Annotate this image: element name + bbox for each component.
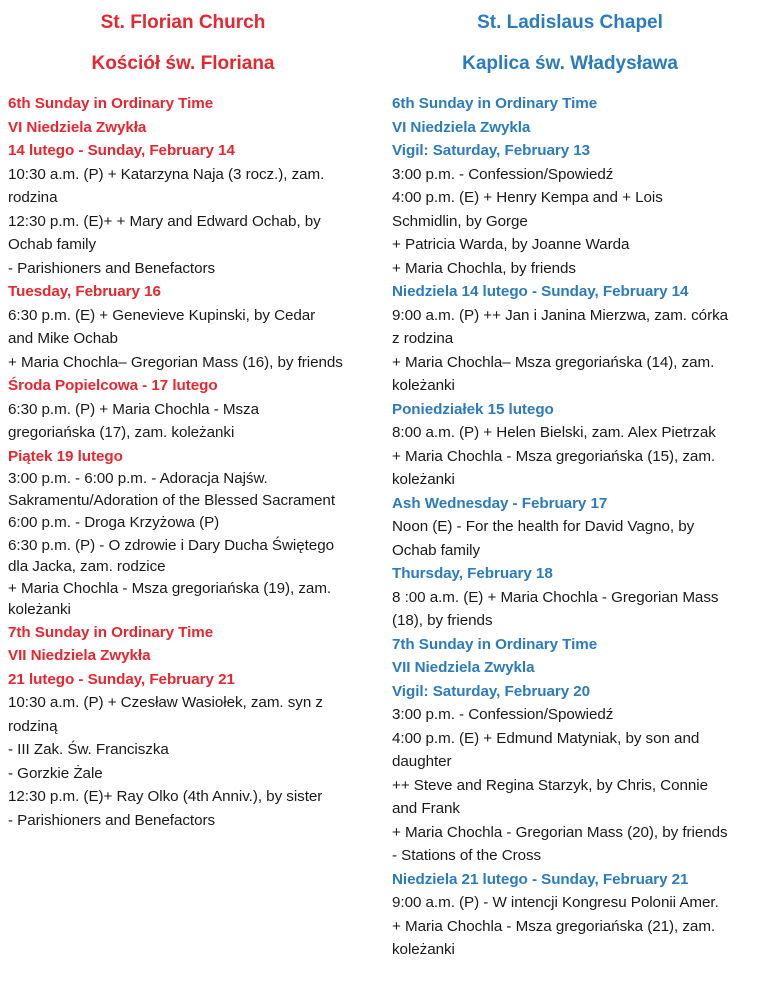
schedule-entry-line: 6:30 p.m. (P) + Maria Chochla - Msza — [8, 400, 259, 418]
st-ladislaus-column — [392, 0, 764, 962]
schedule-entry-line: + Patricia Warda, by Joanne Warda — [392, 236, 630, 253]
schedule-heading: 21 lutego - Sunday, February 21 — [8, 670, 235, 688]
schedule-entry-line: 3:00 p.m. - Confession/Spowiedź — [392, 165, 614, 183]
schedule-entry-line: and Frank — [392, 800, 460, 817]
schedule-entry-line: ++ Steve and Regina Starzyk, by Chris, Connie — [392, 776, 709, 794]
schedule-entry-line: z rodzina — [392, 330, 454, 347]
schedule-heading: Tuesday, February 16 — [8, 283, 161, 300]
schedule-heading: 7th Sunday in Ordinary Time — [8, 623, 214, 641]
schedule-entry-line: daughter — [392, 753, 452, 770]
st-florian-column — [8, 0, 380, 832]
schedule-entry-line: rodzina — [8, 189, 58, 206]
schedule-entry-line: 10:30 a.m. (P) + Czesław Wasiołek, zam. syn z — [8, 694, 323, 711]
schedule-entry-line: + Maria Chochla - Msza gregoriańska (15), zam. — [392, 447, 716, 465]
schedule-heading: Niedziela 14 lutego - Sunday, February 14 — [392, 283, 689, 300]
schedule-entry-line: rodziną — [8, 717, 58, 735]
schedule-heading: Thursday, February 18 — [392, 565, 553, 582]
column-title-english: St. Ladislaus Chapel — [477, 12, 663, 33]
schedule-entry-line: + Maria Chochla - Gregorian Mass (20), by friends — [392, 823, 728, 841]
mass-schedule-list — [8, 92, 380, 832]
schedule-entry-line: (18), by friends — [392, 612, 493, 629]
schedule-entry-line: koleżanki — [392, 471, 455, 488]
schedule-entry-line: 3:00 p.m. - Confession/Spowiedź — [392, 706, 614, 723]
column-title-polish: Kościół św. Floriana — [91, 53, 275, 74]
schedule-entry-line: koleżanki — [392, 941, 455, 958]
schedule-heading: Piątek 19 lutego — [8, 447, 123, 465]
schedule-entry-line: 8:00 a.m. (P) + Helen Bielski, zam. Alex Pietrzak — [392, 424, 716, 441]
mass-schedule-list — [392, 92, 764, 962]
schedule-entry-line: dla Jacka, zam. rodzice — [8, 558, 166, 575]
schedule-entry-line: 9:00 a.m. (P) - W intencji Kongresu Polonii Amer. — [392, 894, 719, 911]
schedule-heading: 6th Sunday in Ordinary Time — [8, 95, 214, 112]
schedule-entry-line: - Parishioners and Benefactors — [8, 811, 216, 829]
schedule-entry-line: - III Zak. Św. Franciszka — [8, 741, 169, 758]
schedule-heading: 14 lutego - Sunday, February 14 — [8, 142, 235, 159]
schedule-entry-line: Sakramentu/Adoration of the Blessed Sacrament — [8, 491, 335, 509]
schedule-entry-line: Ochab family — [392, 541, 481, 559]
schedule-entry-line: gregoriańska (17), zam. koleżanki — [8, 424, 235, 441]
schedule-entry-line: 4:00 p.m. (E) + Henry Kempa and + Lois — [392, 189, 663, 206]
schedule-heading: Vigil: Saturday, February 13 — [392, 142, 591, 159]
schedule-entry-line: + Maria Chochla - Msza gregoriańska (21), zam. — [392, 917, 716, 935]
schedule-entry-line: 8 :00 a.m. (E) + Maria Chochla - Gregorian Mass — [392, 588, 719, 606]
schedule-heading: 7th Sunday in Ordinary Time — [392, 635, 598, 653]
schedule-heading: VII Niedziela Zwykła — [8, 647, 151, 664]
schedule-entry-line: Schmidlin, by Gorge — [392, 212, 528, 230]
schedule-heading: 6th Sunday in Ordinary Time — [392, 95, 598, 112]
schedule-heading: VI Niedziela Zwykła — [8, 118, 147, 136]
schedule-entry-line: 12:30 p.m. (E)+ Ray Olko (4th Anniv.), by sister — [8, 788, 323, 805]
schedule-heading: Poniedziałek 15 lutego — [392, 400, 554, 418]
schedule-entry-line: - Stations of the Cross — [392, 847, 542, 864]
schedule-entry-line: 10:30 a.m. (P) + Katarzyna Naja (3 rocz.), zam. — [8, 165, 325, 183]
schedule-entry-line: + Maria Chochla - Msza gregoriańska (19), zam. — [8, 579, 332, 597]
column-title-polish: Kaplica św. Władysława — [462, 53, 678, 74]
schedule-entry-line: - Gorzkie Żale — [8, 764, 103, 782]
schedule-entry-line: 6:30 p.m. (E) + Genevieve Kupinski, by Cedar — [8, 306, 316, 324]
schedule-heading: Vigil: Saturday, February 20 — [392, 682, 591, 700]
schedule-entry-line: 6:00 p.m. - Droga Krzyżowa (P) — [8, 514, 220, 531]
schedule-entry-line: and Mike Ochab — [8, 330, 118, 347]
schedule-entry-line: Noon (E) - For the health for David Vagno, by — [392, 518, 695, 535]
schedule-entry-line: + Maria Chochla– Gregorian Mass (16), by friends — [8, 353, 343, 371]
schedule-entry-line: 4:00 p.m. (E) + Edmund Matyniak, by son and — [392, 729, 700, 747]
schedule-entry-line: + Maria Chochla, by friends — [392, 259, 576, 277]
schedule-entry-line: 12:30 p.m. (E)+ + Mary and Edward Ochab, by — [8, 212, 321, 230]
schedule-heading: VII Niedziela Zwykla — [392, 659, 535, 676]
schedule-heading: Środa Popielcowa - 17 lutego — [8, 377, 218, 394]
column-title-english: St. Florian Church — [100, 12, 266, 33]
schedule-entry-line: koleżanki — [392, 377, 455, 394]
schedule-heading: VI Niedziela Zwykla — [392, 118, 531, 136]
schedule-entry-line: 6:30 p.m. (P) - O zdrowie i Dary Ducha Świętego — [8, 536, 334, 554]
schedule-entry-line: koleżanki — [8, 601, 71, 618]
schedule-entry-line: Ochab family — [8, 236, 97, 253]
schedule-heading: Ash Wednesday - February 17 — [392, 494, 608, 512]
schedule-entry-line: 3:00 p.m. - 6:00 p.m. - Adoracja Najśw. — [8, 470, 268, 487]
schedule-heading: Niedziela 21 lutego - Sunday, February 21 — [392, 870, 689, 888]
schedule-entry-line: + Maria Chochla– Msza gregoriańska (14), zam. — [392, 353, 715, 371]
schedule-entry-line: - Parishioners and Benefactors — [8, 259, 216, 277]
schedule-entry-line: 9:00 a.m. (P) ++ Jan i Janina Mierzwa, zam. córka — [392, 306, 729, 324]
